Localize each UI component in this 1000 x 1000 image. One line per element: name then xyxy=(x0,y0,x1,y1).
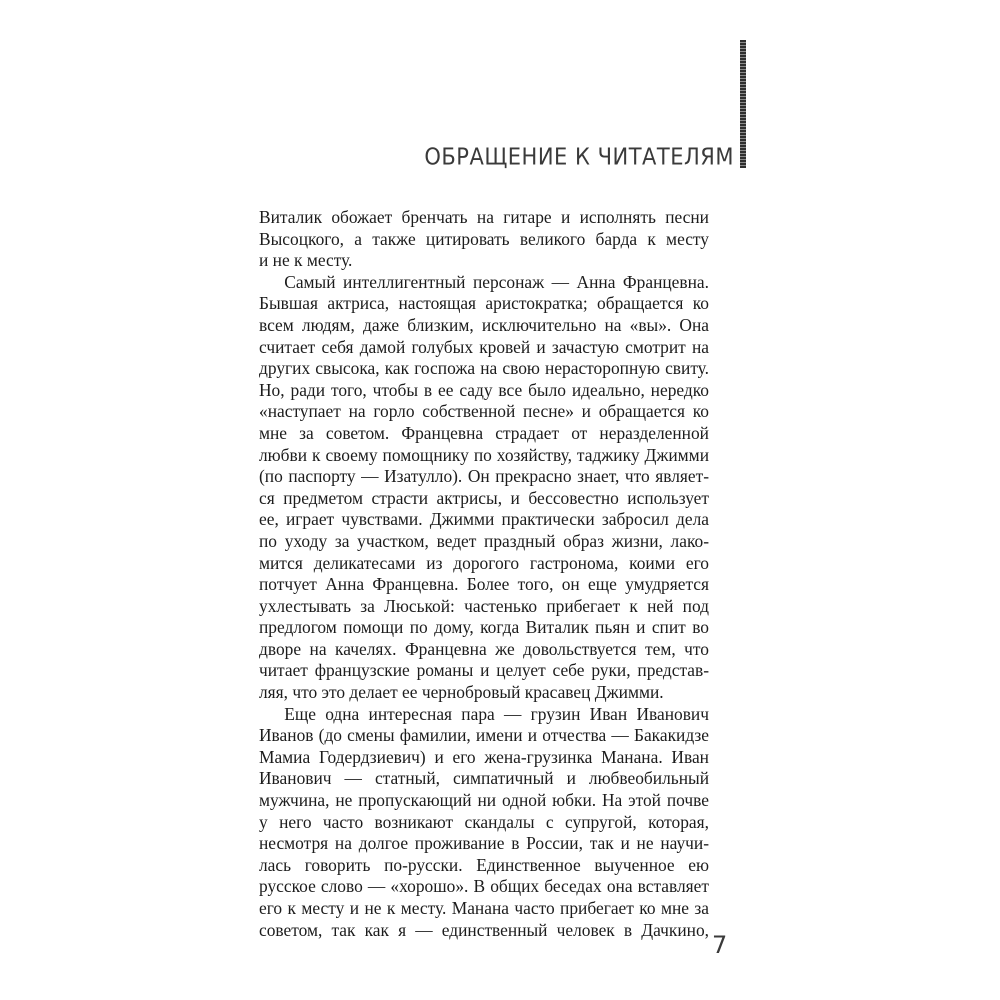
text-line: русское слово — «хорошо». В общих беседах она вставляет xyxy=(259,876,709,897)
text-line: у него часто возникают скандалы с супругой, которая, xyxy=(259,811,709,832)
text-line: Еще одна интересная пара — грузин Иван Иванович xyxy=(284,703,709,724)
text-line: всем людям, даже близким, исключительно на «вы». Она xyxy=(259,314,709,335)
text-line: «наступает на горло собственной песне» и обращается ко xyxy=(259,401,709,422)
text-line: ее, играет чувствами. Джимми практически забросил дела xyxy=(259,509,709,530)
text-line: лась говорить по-русски. Единственное выученное ею xyxy=(259,854,709,875)
text-line: несмотря на долгое проживание в России, так и не научи- xyxy=(259,833,709,854)
running-head: ОБРАЩЕНИЕ К ЧИТАТЕЛЯМ xyxy=(424,143,734,170)
text-line: его к месту и не к месту. Манана часто прибегает ко мне за xyxy=(259,898,709,918)
text-line: ухлестывать за Люськой: частенько прибегает к ней под xyxy=(259,595,709,616)
text-line: Иванович — статный, симпатичный и любвеобильный xyxy=(259,768,709,789)
text-line: ся предметом страсти актрисы, и бессовестно использует xyxy=(259,487,709,508)
text-line: мне за советом. Францевна страдает от неразделенной xyxy=(259,422,709,443)
text-line: Но, ради того, чтобы в ее саду все было идеально, нередко xyxy=(259,379,709,400)
text-line: Мамиа Годердзиевич) и его жена-грузинка Манана. Иван xyxy=(259,746,709,767)
text-line: дворе на качелях. Францевна же довольствуется тем, что xyxy=(259,638,709,659)
body-text xyxy=(259,207,709,941)
text-line: Иванов (до смены фамилии, имени и отчества — Бакакидзе xyxy=(259,725,709,746)
text-line: других свысока, как госпожа на свою нерасторопную свиту. xyxy=(259,358,709,379)
text-line: и не к месту. xyxy=(259,250,353,271)
text-line: мится деликатесами из дорогого гастронома, коими его xyxy=(259,552,709,573)
text-line: Бывшая актриса, настоящая аристократка; обращается ко xyxy=(259,293,709,314)
text-line: Виталик обожает бренчать на гитаре и исполнять песни xyxy=(259,207,709,227)
text-line: считает себя дамой голубых кровей и зачастую смотрит на xyxy=(259,336,709,357)
text-line: предлогом помощи по дому, когда Виталик пьян и спит во xyxy=(259,617,709,638)
text-line: Самый интеллигентный персонаж — Анна Францевна. xyxy=(284,271,709,292)
text-line: мужчина, не пропускающий ни одной юбки. На этой почве xyxy=(259,790,709,811)
text-line: по уходу за участком, ведет праздный образ жизни, лако- xyxy=(259,530,709,551)
decorative-side-rule xyxy=(740,40,746,168)
text-line: ляя, что это делает ее чернобровый красавец Джимми. xyxy=(259,682,664,703)
text-line: Высоцкого, а также цитировать великого барда к месту xyxy=(259,228,709,249)
text-line: советом, так как я — единственный человек в Дачкино, xyxy=(259,919,709,940)
page-number: 7 xyxy=(712,931,728,959)
text-line: потчует Анна Францевна. Более того, он еще умудряется xyxy=(259,574,709,595)
text-line: любви к своему помощнику по хозяйству, таджику Джимми xyxy=(259,444,709,465)
text-line: (по паспорту — Изатулло). Он прекрасно знает, что являет- xyxy=(259,466,709,487)
text-line: читает французские романы и целует себе руки, представ- xyxy=(259,660,709,681)
